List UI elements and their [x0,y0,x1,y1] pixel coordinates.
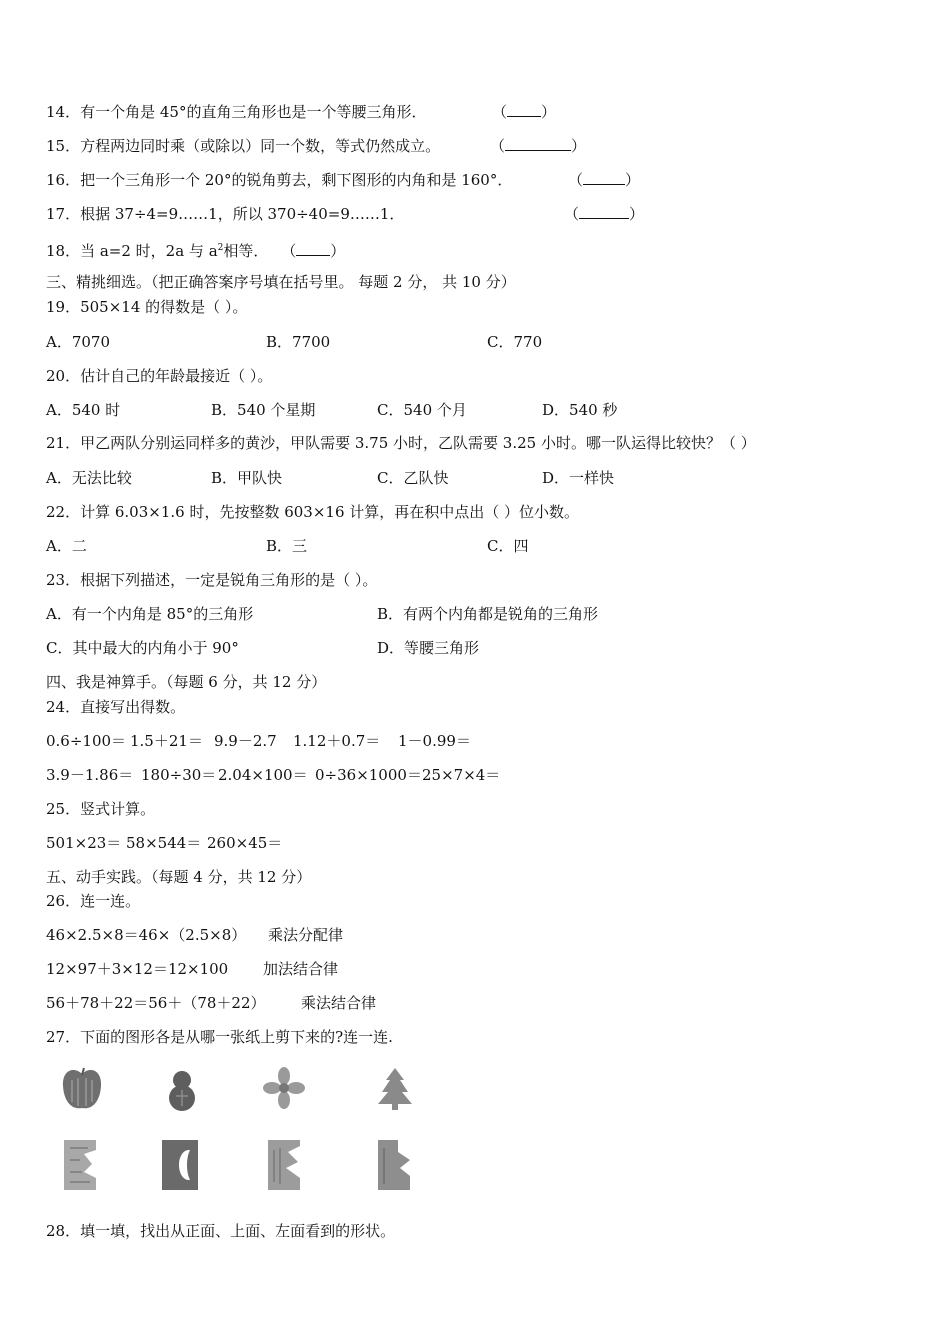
paper-piece-1-icon[interactable] [62,1138,100,1192]
question-16-text: 16．把一个三角形一个 20°的锐角剪去，剩下图形的内角和是 160°． [46,171,513,189]
question-17 [46,204,404,224]
answer-blank-16[interactable]: （ ） [568,171,641,189]
match-right-3[interactable]: 乘法结合律 [301,994,377,1012]
calc-item: 1.5＋21＝ [130,732,203,750]
calc-item: 180÷30＝ [141,766,217,784]
paper-piece-3-icon[interactable] [266,1138,302,1192]
calc-item: 260×45＝ [207,834,283,852]
question-27: 27．下面的图形各是从哪一张纸上剪下来的?连一连. [46,1028,393,1046]
q23-option-a[interactable]: A．有一个内角是 85°的三角形 [46,605,254,623]
calc-item: 58×544＝ [126,834,202,852]
q22-option-b[interactable]: B．三 [266,537,308,555]
question-18-text: 18．当 a=2 时，2a 与 a [46,242,218,260]
match-right-2[interactable]: 加法结合律 [263,960,339,978]
question-15-text: 15．方程两边同时乘（或除以）同一个数，等式仍然成立。 [46,137,441,155]
calc-item: 2.04×100＝ [218,766,308,784]
section-5-heading: 五、动手实践。（每题 4 分，共 12 分） [46,868,312,886]
question-28: 28．填一填，找出从正面、上面、左面看到的形状。 [46,1222,396,1240]
q23-option-d[interactable]: D．等腰三角形 [377,639,480,657]
paper-piece-4-icon[interactable] [376,1138,412,1192]
q22-option-a[interactable]: A．二 [46,537,87,555]
match-left-1[interactable]: 46×2.5×8＝46×（2.5×8） [46,926,247,944]
q20-option-a[interactable]: A．540 时 [46,401,121,419]
question-18-text-end: 相等． [223,242,269,260]
calc-item: 1－0.99＝ [398,732,471,750]
calc-item: 9.9－2.7 [214,732,277,750]
q21-option-a[interactable]: A．无法比较 [46,469,132,487]
tree-shape-icon[interactable] [374,1066,416,1110]
q19-option-b[interactable]: B．7700 [266,333,331,351]
answer-blank-15[interactable]: （ ） [490,137,587,155]
calc-item: 1.12＋0.7＝ [293,732,381,750]
calc-item: 0÷36×1000＝ [315,766,422,784]
flower-shape-icon[interactable] [262,1066,306,1110]
question-17-text: 17．根据 37÷4=9……1，所以 370÷40=9……1． [46,205,405,223]
section-4-heading: 四、我是神算手。（每题 6 分，共 12 分） [46,673,327,691]
calc-item: 501×23＝ [46,834,122,852]
match-right-1[interactable]: 乘法分配律 [268,926,344,944]
q21-option-b[interactable]: B．甲队快 [211,469,283,487]
question-19: 19．505×14 的得数是（ ）。 [46,298,248,316]
q23-option-b[interactable]: B．有两个内角都是锐角的三角形 [377,605,599,623]
q20-option-d[interactable]: D．540 秒 [542,401,618,419]
q21-option-d[interactable]: D．一样快 [542,469,615,487]
question-21: 21．甲乙两队分别运同样多的黄沙，甲队需要 3.75 小时，乙队需要 3.25 小时。哪一队运得比较快？（ ） [46,434,756,452]
calc-item: 25×7×4＝ [422,766,501,784]
superscript-2: 2 [217,243,224,253]
section-3-heading: 三、精挑细选。（把正确答案序号填在括号里。 每题 2 分， 共 10 分） [46,273,516,291]
question-23: 23．根据下列描述，一定是锐角三角形的是（ ）。 [46,571,378,589]
gourd-shape-icon[interactable] [162,1066,202,1112]
calc-item: 0.6÷100＝ [46,732,127,750]
question-14-text: 14．有一个角是 45°的直角三角形也是一个等腰三角形． [46,103,427,121]
apple-shape-icon[interactable] [60,1066,104,1112]
calc-item: 3.9－1.86＝ [46,766,134,784]
q20-option-c[interactable]: C．540 个月 [377,401,467,419]
question-16 [46,170,512,190]
question-20: 20．估计自己的年龄最接近（ ）。 [46,367,273,385]
answer-blank-14[interactable]: （ ） [492,103,557,121]
question-25: 25．竖式计算。 [46,800,156,818]
paper-piece-2-icon[interactable] [160,1138,200,1192]
question-14 [46,102,426,122]
q21-option-c[interactable]: C．乙队快 [377,469,449,487]
match-left-3[interactable]: 56＋78＋22＝56＋（78＋22） [46,994,266,1012]
answer-blank-17[interactable]: （ ） [564,205,645,223]
question-24: 24．直接写出得数。 [46,698,186,716]
q20-option-b[interactable]: B．540 个星期 [211,401,316,419]
question-26: 26．连一连。 [46,892,141,910]
q19-option-c[interactable]: C．770 [487,333,543,351]
question-22: 22．计算 6.03×1.6 时，先按整数 603×16 计算，再在积中点出（ ）位小数。 [46,503,580,521]
match-left-2[interactable]: 12×97＋3×12＝12×100 [46,960,229,978]
answer-blank-18[interactable]: （ ） [281,242,346,260]
q19-option-a[interactable]: A．7070 [46,333,111,351]
question-15 [46,136,440,156]
q22-option-c[interactable]: C．四 [487,537,529,555]
q23-option-c[interactable]: C．其中最大的内角小于 90° [46,639,239,657]
question-18 [46,238,345,261]
